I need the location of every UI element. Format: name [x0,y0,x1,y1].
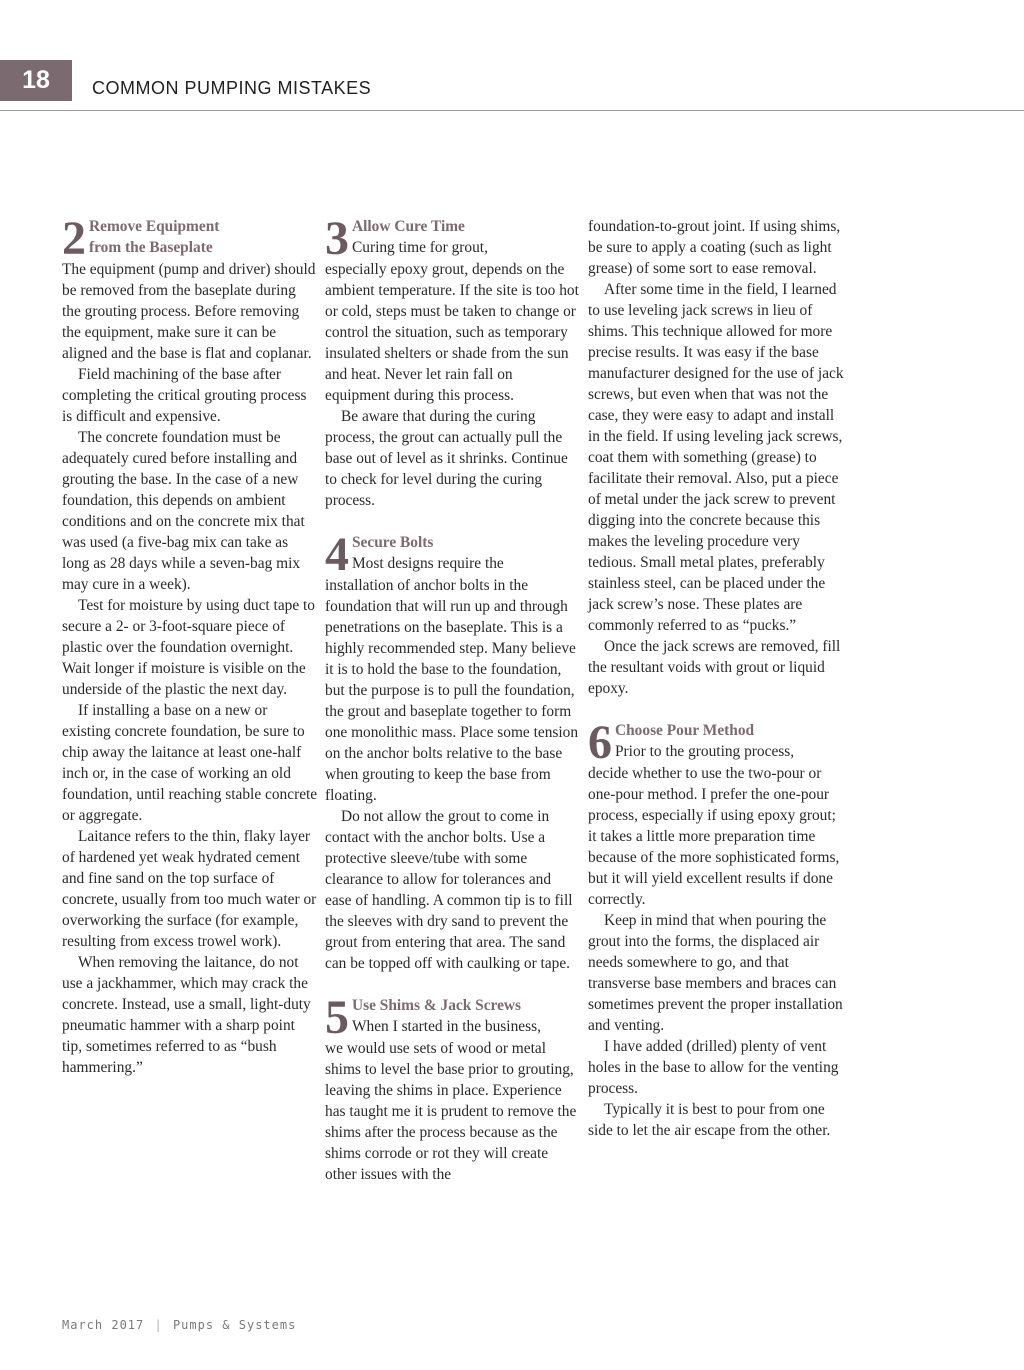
paragraph: Field machining of the base after completing the critical grouting process is difficult and expensive. [62,366,307,425]
section-continued [588,216,844,699]
section-heading [588,716,844,769]
article-column-3 [588,216,844,1141]
paragraph: When removing the laitance, do not use a jackhammer, which may crack the concrete. Instead, use a small, light-duty pneumatic hammer with a sharp point tip, sometimes referred to as “bush hammering.” [62,954,311,1076]
paragraph: we would use sets of wood or metal shims to level the base prior to grouting, leaving the shims in place. Experience has taught me it is prudent to remove the shims after the process because as the shims corrode or rot they will create other issues with the [325,1040,577,1183]
section-heading-text [352,995,581,1037]
paragraph: decide whether to use the two-pour or one-pour method. I prefer the one-pour process, especially if using epoxy grout; it takes a little more preparation time because of the more sophisticated forms, but it will yield excellent results if done correctly. [588,765,840,908]
section-6 [588,716,844,1141]
paragraph: foundation-to-grout joint. If using shims, be sure to apply a coating (such as light grease) of some sort to ease removal. [588,218,841,277]
paragraph: Test for moisture by using duct tape to secure a 2- or 3-foot-square piece of plastic over the foundation overnight. Wait longer if moisture is visible on the underside of the plastic the next day. [62,597,316,698]
paragraph: Do not allow the grout to come in contact with the anchor bolts. Use a protective sleeve/tube with some clearance to allow for tolerances and ease of handling. A common tip is to fill the sleeves with dry sand to prevent the grout from entering that area. The sand can be topped off with caulking or tape. [325,808,573,972]
footer-publication: Pumps & Systems [172,1318,297,1332]
section-heading [325,528,581,581]
section-title: COMMON PUMPING MISTAKES [92,78,372,98]
paragraph: Laitance refers to the thin, flaky layer of hardened yet weak hydrated cement and fine sand on the top surface of concrete, usually from too much water or overworking the surface (for example, resulting from excess trowel work). [62,828,317,950]
paragraph: installation of anchor bolts in the foundation that will run up and through penetrations on the baseplate. This is a highly recommended step. Many believe it is to hold the base to the foundation, but the purpose is to pull the foundation, the grout and baseplate together to form one monolithic mass. Place some tension on the anchor bolts relative to the base when grouting to keep the base from floating. [325,577,579,804]
section-heading [325,991,581,1044]
section-title-line: Use Shims & Jack Screws [352,997,522,1014]
section-lead: Curing time for grout, [352,239,488,256]
paragraph: especially epoxy grout, depends on the ambient temperature. If the site is too hot or cold, steps must be taken to change or control the situation, such as temporary insulated shelters or shade from the sun and heat. Never let rain fall on equipment during this process. [325,261,579,404]
section-number: 4 [325,528,349,581]
section-lead: When I started in the business, [352,1018,541,1035]
section-lead: Prior to the grouting process, [615,743,795,760]
section-heading-text [615,720,844,762]
section-heading-text [352,216,581,258]
section-number: 2 [62,212,86,265]
section-number: 5 [325,991,349,1044]
section-3 [325,212,581,511]
section-lead: Most designs require the [352,555,504,572]
paragraph: Be aware that during the curing process, the grout can actually pull the base out of level as it shrinks. Continue to check for level during the curing process. [325,408,568,509]
footer-date: March 2017 [62,1318,145,1332]
page-header [0,60,1024,111]
paragraph: The concrete foundation must be adequately cured before installing and grouting the base. In the case of a new foundation, this depends on ambient conditions and on the concrete mix that was used (a five-bag mix can take as long as 28 days while a seven-bag mix may cure in a week). [62,429,305,593]
section-title-line: Choose Pour Method [615,722,755,739]
section-title-line: Remove Equipment [89,218,220,235]
section-number: 6 [588,716,612,769]
section-title-line: from the Baseplate [89,239,213,256]
section-heading-text [89,216,318,258]
paragraph: The equipment (pump and driver) should be removed from the baseplate during the grouting process. Before removing the equipment, make sure it can be aligned and the base is flat and coplanar. [62,261,316,362]
paragraph: Keep in mind that when pouring the grout into the forms, the displaced air needs somewhere to go, and that transverse base members and braces can sometimes prevent the proper installation and venting. [588,912,843,1034]
article-column-2 [325,212,581,1185]
paragraph: After some time in the field, I learned to use leveling jack screws in lieu of shims. This technique allowed for more precise results. It was easy if the base manufacturer designed for the use of jack screws, but even when that was not the case, they were easy to adapt and install in the field. If using leveling jack screws, coat them with something (grease) to facilitate their removal. Also, put a piece of metal under the jack screw to prevent digging into the concrete because this makes the leveling procedure very tedious. Small metal plates, preferably stainless steel, can be placed under the jack screw’s nose. These plates are commonly referred to as “pucks.” [588,281,844,634]
page-footer [62,1318,296,1332]
page-number: 18 [0,60,72,101]
section-number: 3 [325,212,349,265]
section-title-line: Secure Bolts [352,534,434,551]
section-2 [62,212,318,1078]
section-heading [325,212,581,265]
section-5 [325,991,581,1185]
paragraph: If installing a base on a new or existing concrete foundation, be sure to chip away the laitance at least one-half inch or, in the case of working an old foundation, until reaching stable concrete or aggregate. [62,702,318,824]
footer-separator: | [154,1318,163,1332]
section-title-line: Allow Cure Time [352,218,465,235]
section-4 [325,528,581,974]
paragraph: Typically it is best to pour from one side to let the air escape from the other. [588,1101,831,1139]
article-column-1 [62,212,318,1078]
paragraph: I have added (drilled) plenty of vent holes in the base to allow for the venting process. [588,1038,839,1097]
paragraph: Once the jack screws are removed, fill the resultant voids with grout or liquid epoxy. [588,638,841,697]
section-heading-text [352,532,581,574]
section-heading [62,212,318,265]
